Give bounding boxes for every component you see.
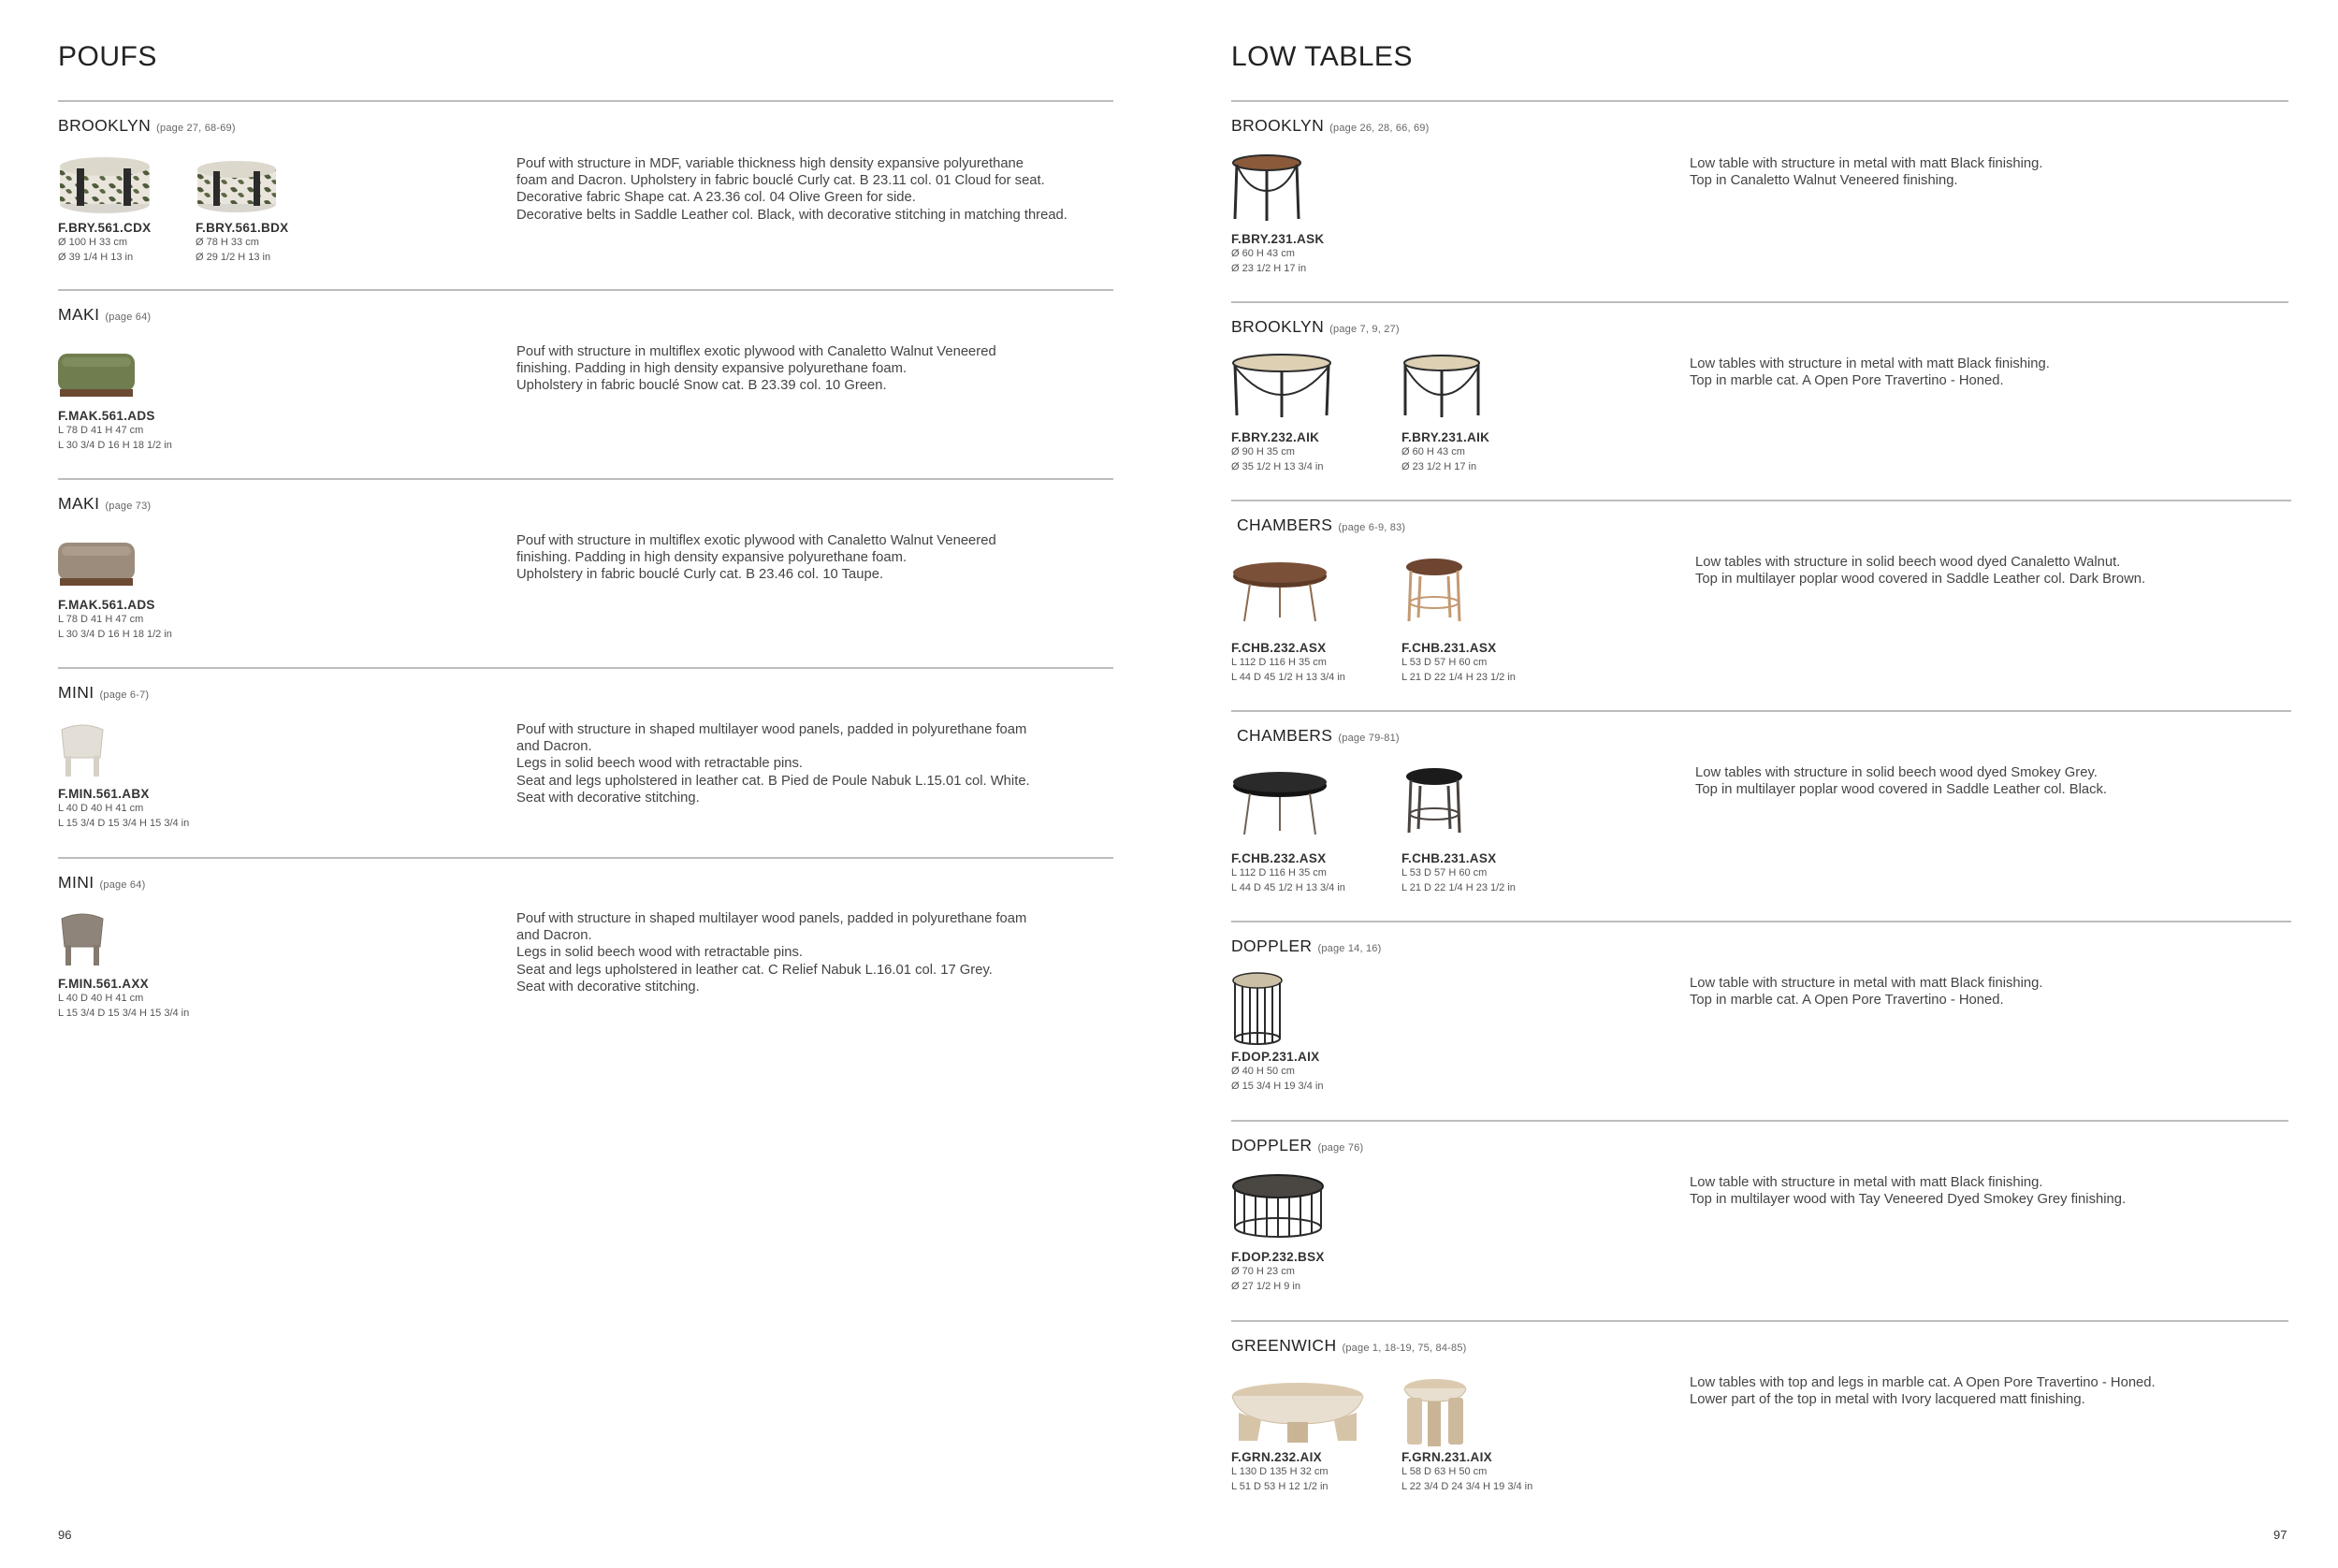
table-brooklyn-travertine-icon bbox=[1400, 354, 1484, 421]
product-dim-cm: Ø 40 H 50 cm bbox=[1231, 1066, 1295, 1077]
product-dim-cm: L 53 D 57 H 60 cm bbox=[1401, 657, 1488, 668]
section-header bbox=[1231, 1136, 1363, 1155]
section-name: GREENWICH bbox=[1231, 1336, 1337, 1355]
table-greenwich-large-icon bbox=[1229, 1381, 1366, 1446]
product-dim-in: L 44 D 45 1/2 H 13 3/4 in bbox=[1231, 882, 1345, 893]
product-code: F.BRY.231.ASK bbox=[1231, 232, 1325, 246]
product-dim-in: L 44 D 45 1/2 H 13 3/4 in bbox=[1231, 672, 1345, 683]
section-pages: (page 79-81) bbox=[1338, 733, 1400, 744]
product-description: Pouf with structure in shaped multilayer wood panels, padded in polyurethane foam and Dacron. Legs in solid beech wood with retractable pins. Seat and legs upholstered in leather cat. C Relief Nabuk L.16.01 col. 17 Grey. Seat with decorative stitching. bbox=[516, 911, 1027, 995]
product-code: F.MAK.561.ADS bbox=[58, 409, 155, 423]
product-code: F.MAK.561.ADS bbox=[58, 598, 155, 612]
product-dim-in: L 22 3/4 D 24 3/4 H 19 3/4 in bbox=[1401, 1481, 1533, 1492]
table-greenwich-small-icon bbox=[1401, 1377, 1469, 1448]
product-code: F.CHB.231.ASX bbox=[1401, 641, 1497, 655]
product-code: F.CHB.231.ASX bbox=[1401, 851, 1497, 865]
section-header bbox=[1231, 116, 1430, 136]
divider bbox=[1231, 301, 2288, 303]
product-description: Low tables with structure in metal with matt Black finishing. Top in marble cat. A Open Pore Travertino - Honed. bbox=[1690, 356, 2050, 389]
product-item bbox=[1231, 1250, 1395, 1294]
section-pages: (page 1, 18-19, 75, 84-85) bbox=[1342, 1343, 1467, 1354]
section-name: MAKI bbox=[58, 305, 100, 324]
product-dim-in: Ø 35 1/2 H 13 3/4 in bbox=[1231, 461, 1324, 472]
section-header bbox=[1231, 1336, 1467, 1356]
product-item bbox=[1231, 1450, 1395, 1494]
section-pages: (page 64) bbox=[105, 312, 152, 323]
table-brooklyn-travertine-icon bbox=[1229, 354, 1334, 421]
product-dim-in: L 15 3/4 D 15 3/4 H 15 3/4 in bbox=[58, 818, 190, 829]
product-dim-in: Ø 39 1/4 H 13 in bbox=[58, 252, 134, 263]
product-code: F.CHB.232.ASX bbox=[1231, 641, 1327, 655]
product-dim-in: Ø 29 1/2 H 13 in bbox=[196, 252, 271, 263]
product-dim-in: Ø 15 3/4 H 19 3/4 in bbox=[1231, 1081, 1324, 1092]
divider bbox=[1231, 1120, 2288, 1122]
section-header bbox=[1231, 317, 1400, 337]
pouf-mini-grey-icon bbox=[56, 909, 109, 967]
product-code: F.GRN.231.AIX bbox=[1401, 1450, 1492, 1464]
pouf-rect-green-icon bbox=[56, 350, 137, 400]
section-header bbox=[58, 116, 236, 136]
product-dim-in: L 30 3/4 D 16 H 18 1/2 in bbox=[58, 440, 172, 451]
product-description: Pouf with structure in shaped multilayer wood panels, padded in polyurethane foam and Dacron. Legs in solid beech wood with retractable pins. Seat and legs upholstered in leather cat. B Pied de Poule Nabuk L.15.01 col. White. Seat with decorative stitching. bbox=[516, 722, 1030, 806]
product-code: F.BRY.232.AIK bbox=[1231, 430, 1320, 444]
section-pages: (page 26, 28, 66, 69) bbox=[1329, 123, 1430, 134]
product-item bbox=[58, 598, 222, 642]
divider bbox=[1231, 710, 2291, 712]
divider bbox=[58, 857, 1113, 859]
section-header bbox=[58, 305, 151, 325]
product-code: F.DOP.231.AIX bbox=[1231, 1050, 1320, 1064]
section-header bbox=[1231, 936, 1382, 956]
product-dim-cm: Ø 90 H 35 cm bbox=[1231, 446, 1295, 457]
section-pages: (page 6-7) bbox=[99, 690, 150, 701]
product-item bbox=[1401, 430, 1565, 474]
product-item bbox=[1231, 641, 1395, 685]
divider bbox=[1231, 100, 2288, 102]
product-code: F.MIN.561.AXX bbox=[58, 977, 149, 991]
product-code: F.BRY.561.BDX bbox=[196, 221, 289, 235]
section-pages: (page 73) bbox=[105, 501, 152, 512]
product-item bbox=[196, 221, 359, 265]
product-item bbox=[1231, 232, 1395, 276]
product-dim-cm: L 112 D 116 H 35 cm bbox=[1231, 657, 1327, 668]
table-chambers-tray-icon bbox=[1229, 559, 1330, 625]
product-description: Low tables with top and legs in marble cat. A Open Pore Travertino - Honed. Lower part of the top in metal with Ivory lacquered matt finishing. bbox=[1690, 1375, 2156, 1408]
product-dim-cm: Ø 60 H 43 cm bbox=[1231, 248, 1295, 259]
divider bbox=[58, 100, 1113, 102]
product-code: F.BRY.231.AIK bbox=[1401, 430, 1490, 444]
section-name: MINI bbox=[58, 683, 94, 702]
section-name: BROOKLYN bbox=[1231, 317, 1325, 336]
product-dim-cm: Ø 70 H 23 cm bbox=[1231, 1266, 1295, 1277]
section-pages: (page 76) bbox=[1317, 1142, 1364, 1154]
section-name: DOPPLER bbox=[1231, 1136, 1313, 1154]
product-item bbox=[58, 787, 222, 831]
divider bbox=[58, 289, 1113, 291]
section-pages: (page 6-9, 83) bbox=[1338, 522, 1406, 533]
product-dim-in: L 21 D 22 1/4 H 23 1/2 in bbox=[1401, 882, 1516, 893]
product-description: Pouf with structure in multiflex exotic plywood with Canaletto Walnut Veneered finishing. Padding in high density expansive polyurethane foam. Upholstery in fabric bouclé Snow cat. B 23.39 col. 10 Green. bbox=[516, 344, 996, 394]
section-name: BROOKLYN bbox=[58, 116, 152, 135]
product-code: F.BRY.561.CDX bbox=[58, 221, 152, 235]
product-item bbox=[1401, 1450, 1565, 1494]
section-name: DOPPLER bbox=[1231, 936, 1313, 955]
product-description: Low tables with structure in solid beech wood dyed Canaletto Walnut. Top in multilayer poplar wood covered in Saddle Leather col. Dark Brown. bbox=[1695, 555, 2146, 588]
product-item bbox=[1231, 430, 1395, 474]
product-dim-cm: L 78 D 41 H 47 cm bbox=[58, 425, 144, 436]
table-doppler-tall-icon bbox=[1229, 971, 1285, 1046]
section-header bbox=[58, 494, 151, 514]
product-description: Low table with structure in metal with matt Black finishing. Top in marble cat. A Open Pore Travertino - Honed. bbox=[1690, 976, 2043, 1009]
product-dim-in: Ø 23 1/2 H 17 in bbox=[1231, 263, 1307, 274]
section-pages: (page 14, 16) bbox=[1317, 943, 1382, 954]
section-pages: (page 64) bbox=[99, 879, 146, 891]
product-code: F.GRN.232.AIX bbox=[1231, 1450, 1322, 1464]
table-doppler-low-icon bbox=[1229, 1173, 1327, 1241]
product-item bbox=[1401, 641, 1565, 685]
product-code: F.CHB.232.ASX bbox=[1231, 851, 1327, 865]
page-number: 97 bbox=[2273, 1528, 2287, 1542]
product-description: Pouf with structure in MDF, variable thickness high density expansive polyurethane foam and Dacron. Upholstery in fabric bouclé Curly cat. B 23.11 col. 01 Cloud for seat. Decorative fabric Shape cat. A 23.36 col. 04 Olive Green for side. Decorative belts in Saddle Leather col. Black, with decorative stitching in matching thread. bbox=[516, 156, 1067, 223]
pouf-rect-taupe-icon bbox=[56, 539, 137, 589]
product-description: Low tables with structure in solid beech wood dyed Smokey Grey. Top in multilayer poplar wood covered in Saddle Leather col. Black. bbox=[1695, 765, 2108, 798]
product-description: Low table with structure in metal with matt Black finishing. Top in Canaletto Walnut Veneered finishing. bbox=[1690, 156, 2043, 189]
table-brooklyn-walnut-icon bbox=[1229, 153, 1304, 225]
table-chambers-tray-icon bbox=[1229, 769, 1330, 838]
product-item bbox=[1231, 851, 1395, 895]
section-header bbox=[1237, 515, 1405, 535]
product-dim-in: L 21 D 22 1/4 H 23 1/2 in bbox=[1401, 672, 1516, 683]
section-pages: (page 7, 9, 27) bbox=[1329, 324, 1400, 335]
divider bbox=[1231, 500, 2291, 501]
product-dim-cm: L 40 D 40 H 41 cm bbox=[58, 803, 144, 814]
section-name: MAKI bbox=[58, 494, 100, 513]
product-dim-in: Ø 27 1/2 H 9 in bbox=[1231, 1281, 1300, 1292]
product-dim-cm: L 112 D 116 H 35 cm bbox=[1231, 867, 1327, 878]
divider bbox=[1231, 921, 2291, 922]
pouf-mini-white-icon bbox=[56, 720, 109, 778]
product-code: F.MIN.561.ABX bbox=[58, 787, 150, 801]
product-dim-cm: Ø 100 H 33 cm bbox=[58, 237, 127, 248]
table-chambers-side-icon bbox=[1401, 556, 1467, 625]
divider bbox=[58, 667, 1113, 669]
divider bbox=[58, 478, 1113, 480]
section-header bbox=[58, 873, 145, 893]
product-item bbox=[1231, 1050, 1395, 1094]
product-item bbox=[58, 409, 222, 453]
product-code: F.DOP.232.BSX bbox=[1231, 1250, 1325, 1264]
product-dim-cm: L 130 D 135 H 32 cm bbox=[1231, 1466, 1329, 1477]
product-dim-cm: L 58 D 63 H 50 cm bbox=[1401, 1466, 1488, 1477]
section-name: MINI bbox=[58, 873, 94, 892]
pouf-round-pattern-icon bbox=[195, 159, 279, 215]
page-title: LOW TABLES bbox=[1231, 41, 1413, 72]
product-dim-in: L 15 3/4 D 15 3/4 H 15 3/4 in bbox=[58, 1008, 190, 1019]
product-item bbox=[58, 977, 222, 1021]
product-dim-in: Ø 23 1/2 H 17 in bbox=[1401, 461, 1477, 472]
product-dim-cm: Ø 78 H 33 cm bbox=[196, 237, 259, 248]
section-name: BROOKLYN bbox=[1231, 116, 1325, 135]
product-dim-cm: L 53 D 57 H 60 cm bbox=[1401, 867, 1488, 878]
product-dim-in: L 51 D 53 H 12 1/2 in bbox=[1231, 1481, 1329, 1492]
product-dim-in: L 30 3/4 D 16 H 18 1/2 in bbox=[58, 629, 172, 640]
page-number: 96 bbox=[58, 1528, 72, 1542]
product-item bbox=[1401, 851, 1565, 895]
product-description: Pouf with structure in multiflex exotic plywood with Canaletto Walnut Veneered finishing. Padding in high density expansive polyurethane foam. Upholstery in fabric bouclé Curly cat. B 23.46 col. 10 Taupe. bbox=[516, 533, 996, 583]
product-dim-cm: L 78 D 41 H 47 cm bbox=[58, 614, 144, 625]
section-header bbox=[1237, 726, 1400, 746]
page-title: POUFS bbox=[58, 41, 157, 72]
product-description: Low table with structure in metal with matt Black finishing. Top in multilayer wood with Tay Veneered Dyed Smokey Grey finishing. bbox=[1690, 1175, 2127, 1208]
section-name: CHAMBERS bbox=[1237, 726, 1333, 745]
section-header bbox=[58, 683, 149, 703]
product-dim-cm: L 40 D 40 H 41 cm bbox=[58, 993, 144, 1004]
right-page bbox=[1169, 0, 2338, 1568]
product-dim-cm: Ø 60 H 43 cm bbox=[1401, 446, 1465, 457]
table-chambers-side-icon bbox=[1401, 765, 1467, 836]
divider bbox=[1231, 1320, 2288, 1322]
pouf-round-pattern-icon bbox=[56, 155, 153, 215]
section-pages: (page 27, 68-69) bbox=[156, 123, 236, 134]
section-name: CHAMBERS bbox=[1237, 515, 1333, 534]
